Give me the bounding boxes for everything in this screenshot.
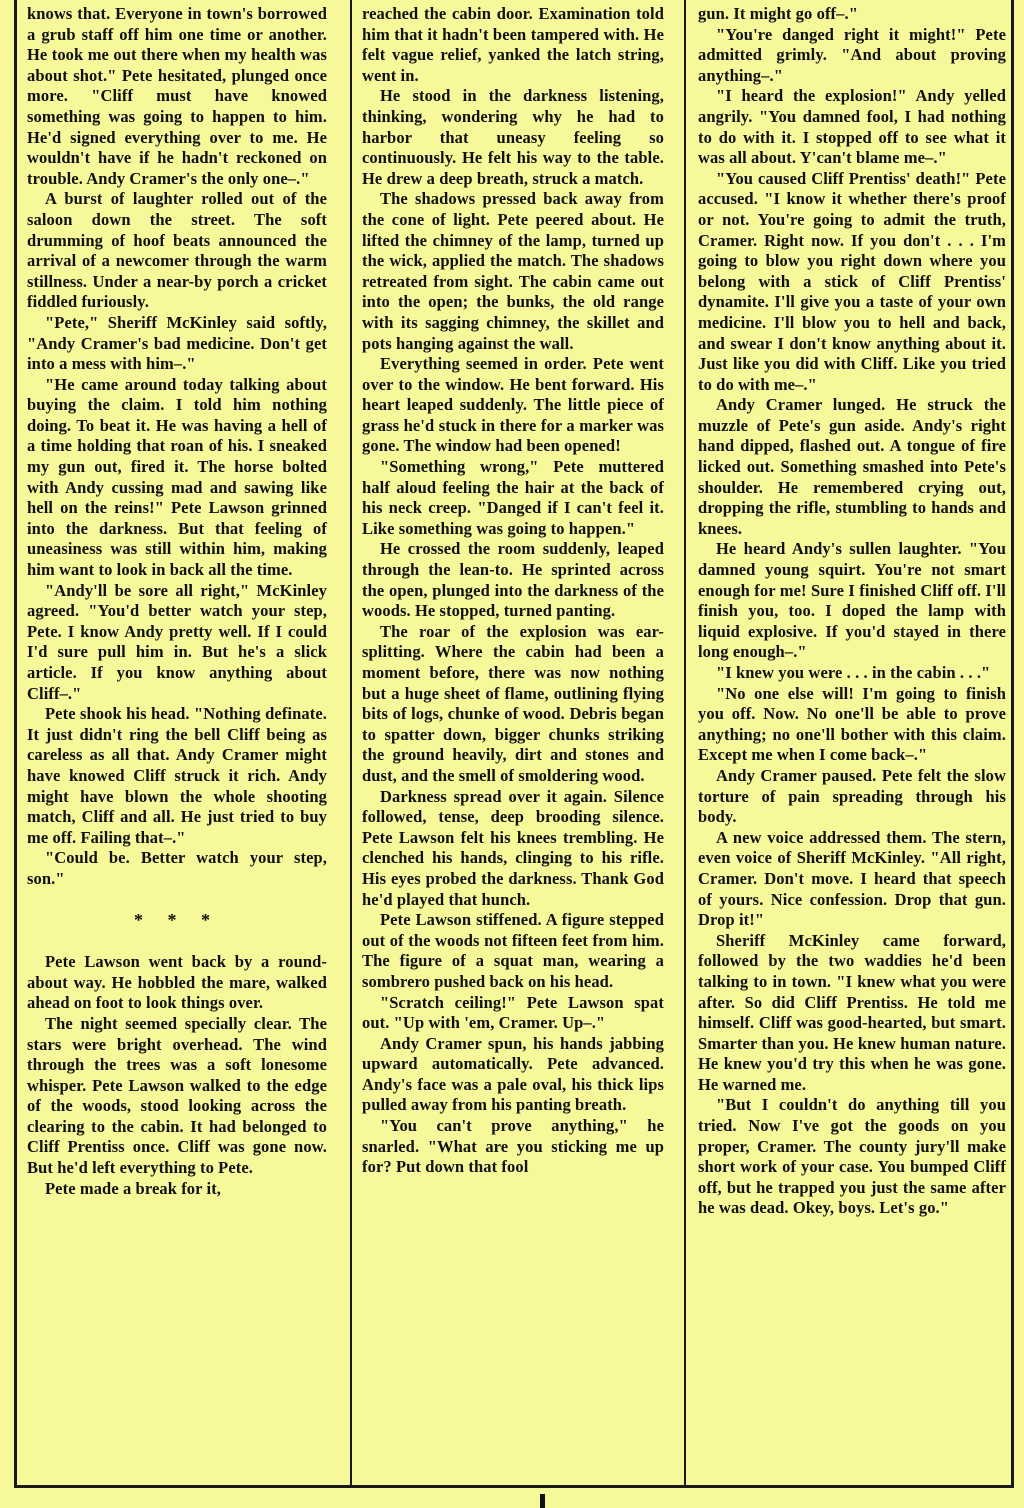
column-2-paragraph: Everything seemed in order. Pete went over to the window. He bent forward. His heart leaped suddenly. The little piece of grass he'd stuck in there for a marker was gone. The window had been opened! <box>362 354 664 456</box>
column-2 <box>362 4 664 1178</box>
column-1-paragraph: "Could be. Better watch your step, son." <box>27 848 327 888</box>
column-3-paragraph: Andy Cramer lunged. He struck the muzzle of Pete's gun aside. Andy's right hand dipped, flashed out. A tongue of fire licked out. Something smashed into Pete's shoulder. He remembered crying out, dropping the rifle, stumbling to hands and knees. <box>698 395 1006 538</box>
column-3 <box>698 4 1006 1219</box>
column-1-paragraph: knows that. Everyone in town's borrowed a grub staff off him one time or another. He took me out there when my health was about shot." Pete hesitated, plunged once more. "Cliff must have knowed something was going to happen to him. He'd signed everything over to me. He wouldn't have if he hadn't reckoned on trouble. Andy Cramer's the only one–." <box>27 4 327 188</box>
page-footer-mark <box>540 1494 545 1508</box>
column-2-paragraph: Andy Cramer spun, his hands jabbing upward automatically. Pete advanced. Andy's face was a pale oval, his thick lips pulled away from his panting breath. <box>362 1033 664 1115</box>
column-2-paragraph: The roar of the explosion was ear-splitting. Where the cabin had been a moment before, there was now nothing but a huge sheet of flame, outlining flying bits of logs, chunke of wood. Debris began to spatter down, bigger chunks striking the ground heavily, dirt and stones and dust, and the smell of smoldering wood. <box>362 621 664 785</box>
column-3-paragraph: "You caused Cliff Prentiss' death!" Pete accused. "I know it whether there's proof or not. You're going to admit the truth, Cramer. Right now. If you don't . . . I'm going to blow you right down where you belong with a stick of Cliff Prentiss' dynamite. I'll give you a taste of your own medicine. I'll blow you to hell and back, and swear I don't know anything about it. Just like you did with Cliff. Like you tried to do with me–." <box>698 168 1006 394</box>
column-3-paragraph: "But I couldn't do anything till you tried. Now I've got the goods on you proper, Cramer. The county jury'll make short work of your case. You bumped Cliff off, but he trapped you just the same after he was dead. Okey, boys. Let's go." <box>698 1095 1006 1218</box>
column-3-paragraph: "I knew you were . . . in the cabin . . ." <box>716 663 991 682</box>
column-rule-left <box>350 0 352 1486</box>
column-2-paragraph: Pete Lawson stiffened. A figure stepped out of the woods not fifteen feet from him. The figure of a squat man, wearing a sombrero pushed back on his head. <box>362 910 664 991</box>
section-separator: * * * <box>134 909 220 930</box>
column-3-paragraph: A new voice addressed them. The stern, even voice of Sheriff McKinley. "All right, Cramer. Don't move. I heard that speech of yours. Nice confession. Drop that gun. Drop it!" <box>698 827 1006 930</box>
column-3-paragraph: "You're danged right it might!" Pete admitted grimly. "And about proving anything–." <box>698 24 1006 85</box>
column-1-paragraph: "Andy'll be sore all right," McKinley agreed. "You'd better watch your step, Pete. I know Andy pretty well. If I could I'd sure pull him in. But he's a slick article. If you know anything about Cliff–." <box>27 580 327 703</box>
column-2-paragraph: "Scratch ceiling!" Pete Lawson spat out. "Up with 'em, Cramer. Up–." <box>362 992 664 1033</box>
column-3-paragraph: "No one else will! I'm going to finish you off. Now. No one'll be able to prove anything; no one'll bother with this claim. Except me when I come back–." <box>698 683 1006 765</box>
column-2-paragraph: The shadows pressed back away from the cone of light. Pete peered about. He lifted the chimney of the lamp, turned up the wick, applied the match. The shadows retreated from sight. The cabin came out into the open; the bunks, the old range with its sagging chimney, the skillet and pots hanging against the wall. <box>362 189 664 353</box>
column-1-paragraph: The night seemed specially clear. The stars were bright overhead. The wind through the trees was a soft lonesome whisper. Pete Lawson walked to the edge of the woods, stood looking across the clearing to the cabin. It had belonged to Cliff Prentiss once. Cliff was gone now. But he'd left everything to Pete. <box>27 1013 327 1178</box>
column-1-paragraph: "He came around today talking about buying the claim. I told him nothing doing. To beat it. He was having a hell of a time holding that roan of his. I sneaked my gun out, fired it. The horse bolted with Andy cussing mad and sawing like hell on the reins!" Pete Lawson grinned into the darkness. But that feeling of uneasiness was still within him, making him want to look in back all the time. <box>27 374 327 580</box>
column-2-paragraph: He stood in the darkness listening, thinking, wondering why he had to harbor that uneasy feeling so continuously. He felt his way to the table. He drew a deep breath, struck a match. <box>362 86 664 188</box>
column-2-paragraph: "You can't prove anything," he snarled. "What are you sticking me up for? Put down that fool <box>362 1116 664 1177</box>
column-3-paragraph: Sheriff McKinley came forward, followed by the two waddies he'd been talking to in town. "I knew what you were after. So did Cliff Prentiss. He told me himself. Cliff was good-hearted, but smart. Smarter than you. He knew human nature. He knew you'd try this when he was gone. He warned me. <box>698 930 1006 1094</box>
column-1 <box>27 4 327 1199</box>
column-3-paragraph: gun. It might go off–." <box>698 4 858 23</box>
column-3-paragraph: Andy Cramer paused. Pete felt the slow torture of pain spreading through his body. <box>698 765 1006 827</box>
column-2-paragraph: Darkness spread over it again. Silence followed, tense, deep brooding silence. Pete Lawson felt his knees trembling. He clenched his hands, clinging to his rifle. His eyes probed the darkness. Thank God he'd played that hunch. <box>362 786 664 909</box>
column-2-paragraph: reached the cabin door. Examination told him that it hadn't been tampered with. He felt vague relief, yanked the latch string, went in. <box>362 4 664 85</box>
column-1-paragraph: Pete made a break for it, <box>45 1178 222 1198</box>
column-3-paragraph: "I heard the explosion!" Andy yelled angrily. "You damned fool, I had nothing to do with it. I stopped off to see what it was all about. Y'can't blame me–." <box>698 86 1006 168</box>
column-1-paragraph: "Pete," Sheriff McKinley said softly, "Andy Cramer's bad medicine. Don't get into a mess with him–." <box>27 312 327 374</box>
column-1-paragraph: A burst of laughter rolled out of the saloon down the street. The soft drumming of hoof beats announced the arrival of a newcomer through the warm stillness. Under a near-by porch a cricket fiddled furiously. <box>27 189 327 312</box>
column-2-paragraph: "Something wrong," Pete muttered half aloud feeling the hair at the back of his neck creep. "Danged if I can't feel it. Like something was going to happen." <box>362 457 664 538</box>
column-3-paragraph: He heard Andy's sullen laughter. "You damned young squirt. You're not smart enough for me! Sure I finished Cliff off. I'll finish you, too. I doped the lamp with liquid explosive. If you'd stayed in there long enough–." <box>698 539 1006 662</box>
column-1-paragraph: Pete shook his head. "Nothing definate. It just didn't ring the bell Cliff being as careless as all that. Andy Cramer might have knowed Cliff struck it rich. Andy might have blown the whole shooting match, Cliff and all. He just tried to buy me off. Failing that–." <box>27 704 327 847</box>
column-2-paragraph: He crossed the room suddenly, leaped through the lean-to. He sprinted across the open, plunged into the darkness of the woods. He stopped, turned panting. <box>362 539 664 621</box>
column-rule-right <box>684 0 686 1486</box>
column-1-paragraph: Pete Lawson went back by a round-about way. He hobbled the mare, walked ahead on foot to look things over. <box>27 952 327 1013</box>
